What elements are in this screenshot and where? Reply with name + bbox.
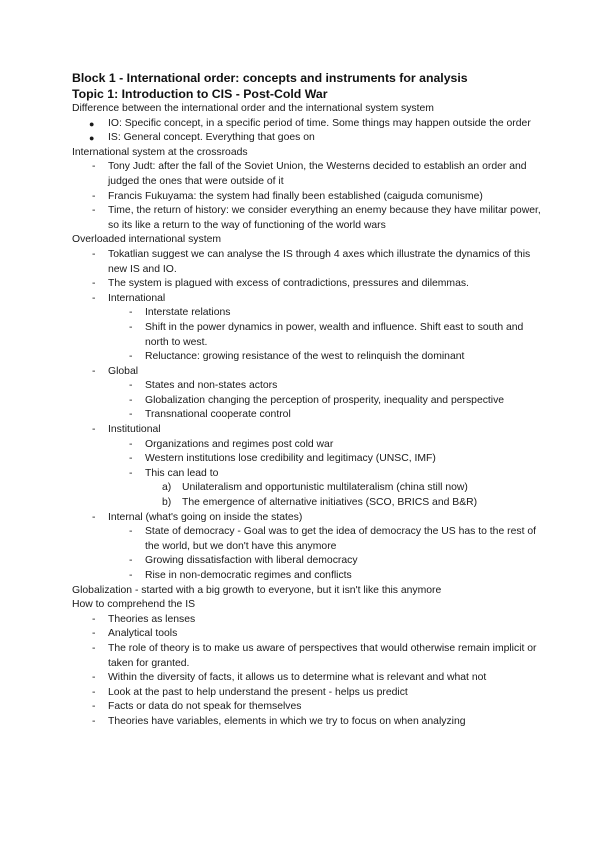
- sub-list-item: [72, 525, 542, 554]
- dash-marker-icon: -: [129, 321, 133, 333]
- list-item: [72, 613, 542, 628]
- sub-list-item: [72, 321, 542, 350]
- sub-list-item: [72, 408, 542, 423]
- list-item: [72, 277, 542, 292]
- list-item-text: Reluctance: growing resistance of the west to relinquish the dominant: [145, 351, 465, 363]
- dash-marker-icon: -: [92, 248, 96, 260]
- sub-list-item: [72, 379, 542, 394]
- lettered-list-item: [72, 496, 542, 511]
- list-item-text: Global: [108, 365, 139, 377]
- topic-heading: Topic 1: Introduction to CIS - Post-Cold War: [72, 86, 328, 101]
- list-item-text: Unilateralism and opportunistic multilateralism (china still now): [182, 482, 468, 494]
- list-item: [72, 292, 542, 307]
- dash-marker-icon: -: [92, 292, 96, 304]
- list-item-text: Western institutions lose credibility and legitimacy (UNSC, IMF): [145, 453, 436, 465]
- list-item-text: IO: Specific concept, in a specific period of time. Some things may happen outside the order: [108, 117, 531, 129]
- list-item-text: States and non-states actors: [145, 380, 278, 392]
- list-item-text: Francis Fukuyama: the system had finally been established (caiguda comunisme): [108, 190, 483, 202]
- bullet-icon: ●: [89, 118, 95, 129]
- sub-list-item: [72, 467, 542, 482]
- section-title: Overloaded international system: [72, 234, 222, 246]
- letter-marker: a): [162, 482, 172, 494]
- section-title: How to comprehend the IS: [72, 599, 196, 611]
- dash-marker-icon: -: [129, 453, 133, 465]
- list-item-text: Internal (what's going on inside the states): [108, 511, 303, 523]
- sub-list-item: [72, 569, 542, 584]
- document-page: [72, 71, 542, 730]
- list-item: [72, 204, 542, 233]
- section-title: Difference between the international order and the international system system: [72, 103, 434, 114]
- list-item-text: Facts or data do not speak for themselves: [108, 701, 302, 713]
- letter-marker: b): [162, 497, 172, 509]
- list-item: [72, 160, 542, 189]
- list-item-text: Analytical tools: [108, 628, 178, 640]
- dash-marker-icon: -: [92, 672, 96, 684]
- dash-marker-icon: -: [92, 190, 96, 202]
- dash-marker-icon: -: [92, 365, 96, 377]
- list-item-text: Rise in non-democratic regimes and conflicts: [145, 570, 352, 581]
- list-item: [72, 117, 542, 132]
- block-heading: Block 1 - International order: concepts and instruments for analysis: [72, 71, 468, 85]
- list-item-text: Transnational cooperate control: [145, 409, 291, 421]
- dash-marker-icon: -: [92, 642, 96, 654]
- list-item-text: Shift in the power dynamics in power, wealth and influence. Shift east to south and north to west.: [145, 321, 524, 348]
- list-item: [72, 686, 542, 701]
- list-item: [72, 671, 542, 686]
- list-item-text: Tony Judt: after the fall of the Soviet Union, the Westerns decided to establish an order and judged the ones that were outside of it: [108, 161, 527, 187]
- lettered-list-item: [72, 481, 542, 496]
- dash-marker-icon: -: [92, 424, 96, 436]
- list-item-text: Look at the past to help understand the present - helps us predict: [108, 686, 408, 698]
- list-item-text: International: [108, 292, 166, 304]
- dash-marker-icon: -: [129, 409, 133, 421]
- list-item-text: The role of theory is to make us aware of perspectives that would otherwise remain implicit or taken for granted.: [108, 642, 537, 669]
- dash-marker-icon: -: [92, 686, 96, 698]
- list-item: [72, 190, 542, 205]
- sub-list-item: [72, 350, 542, 365]
- list-item: [72, 131, 542, 146]
- dash-marker-icon: -: [129, 467, 133, 479]
- dash-marker-icon: -: [129, 380, 133, 392]
- list-item: [72, 700, 542, 715]
- list-item: [72, 365, 542, 380]
- list-item-text: Time, the return of history: we consider everything an enemy because they have militar power, so its like a return to the way of functioning of the world wars: [108, 205, 541, 231]
- list-item: [72, 642, 542, 671]
- section-title: International system at the crossroads: [72, 146, 248, 158]
- list-item: [72, 248, 542, 277]
- list-item-text: Within the diversity of facts, it allows us to determine what is relevant and what not: [108, 672, 487, 684]
- dash-marker-icon: -: [92, 205, 96, 217]
- list-item-text: Institutional: [108, 424, 161, 436]
- bullet-icon: ●: [89, 133, 95, 144]
- list-item-text: The system is plagued with excess of contradictions, pressures and dilemmas.: [108, 278, 469, 290]
- dash-marker-icon: -: [129, 438, 133, 450]
- list-item-text: This can lead to: [145, 467, 219, 479]
- list-item: [72, 511, 542, 526]
- dash-marker-icon: -: [92, 701, 96, 713]
- dash-marker-icon: -: [129, 394, 133, 406]
- list-item-text: Organizations and regimes post cold war: [145, 438, 334, 450]
- dash-marker-icon: -: [92, 278, 96, 290]
- list-item-text: Theories as lenses: [108, 613, 196, 625]
- dash-marker-icon: -: [129, 570, 133, 581]
- section-title: Globalization - started with a big growth to everyone, but it isn't like this anymore: [72, 584, 442, 596]
- list-item-text: State of democracy - Goal was to get the idea of democracy the US has to the rest of the world, but we don't have this anymore: [145, 526, 537, 552]
- list-item-text: IS: General concept. Everything that goes on: [108, 132, 315, 144]
- list-item: [72, 627, 542, 642]
- list-item: [72, 715, 542, 730]
- dash-marker-icon: -: [129, 526, 133, 538]
- sub-list-item: [72, 306, 542, 321]
- list-item-text: Globalization changing the perception of prosperity, inequality and perspective: [145, 394, 505, 406]
- dash-marker-icon: -: [92, 715, 96, 727]
- list-item-text: Growing dissatisfaction with liberal democracy: [145, 555, 358, 567]
- dash-marker-icon: -: [129, 307, 133, 319]
- list-item-text: Theories have variables, elements in which we try to focus on when analyzing: [108, 715, 466, 727]
- list-item-text: The emergence of alternative initiatives (SCO, BRICS and B&R): [182, 497, 478, 509]
- dash-marker-icon: -: [92, 628, 96, 640]
- sub-list-item: [72, 394, 542, 409]
- sub-list-item: [72, 438, 542, 453]
- list-item-text: Tokatlian suggest we can analyse the IS through 4 axes which illustrate the dynamics of this new IS and IO.: [108, 248, 531, 275]
- dash-marker-icon: -: [129, 555, 133, 567]
- sub-list-item: [72, 554, 542, 569]
- sub-list-item: [72, 452, 542, 467]
- list-item-text: Interstate relations: [145, 307, 231, 319]
- dash-marker-icon: -: [129, 351, 133, 363]
- dash-marker-icon: -: [92, 511, 96, 523]
- dash-marker-icon: -: [92, 161, 96, 173]
- list-item: [72, 423, 542, 438]
- dash-marker-icon: -: [92, 613, 96, 625]
